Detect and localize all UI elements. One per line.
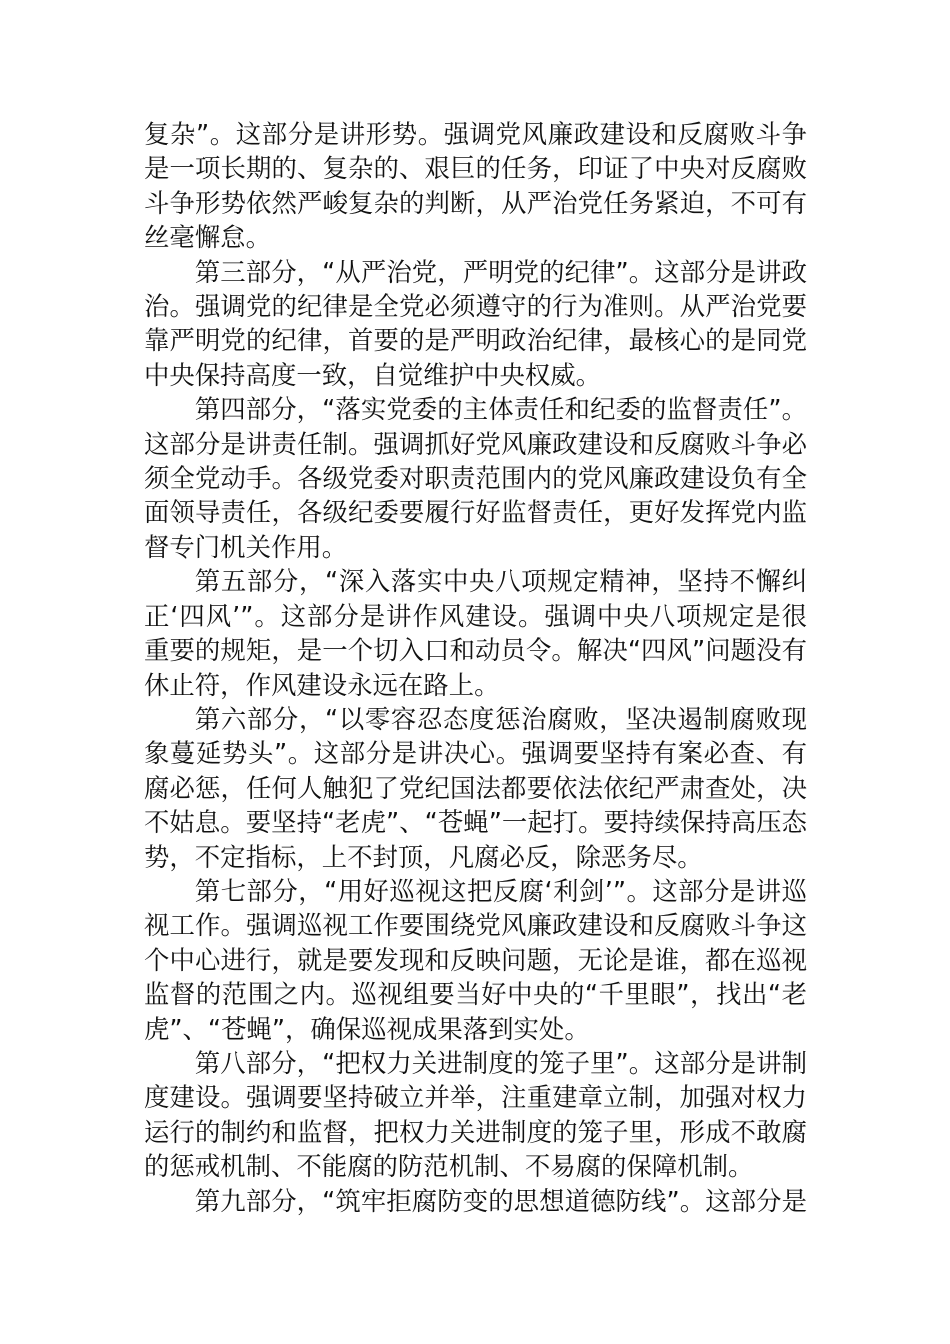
paragraph-part-five: 第五部分，“深入落实中央八项规定精神，坚持不懈纠正‘四风’”。这部分是讲作风建设。强调中央八项规定是很重要的规矩，是一个切入口和动员令。解决“四风”问题没有休止符，作风建设永远在路上。 [144, 566, 807, 700]
paragraph-part-four: 第四部分，“落实党委的主体责任和纪委的监督责任”。这部分是讲责任制。强调抓好党风廉政建设和反腐败斗争必须全党动手。各级党委对职责范围内的党风廉政建设负有全面领导责任，各级纪委要履行好监督责任，更好发挥党内监督专门机关作用。 [144, 394, 807, 562]
paragraph-part-three: 第三部分，“从严治党，严明党的纪律”。这部分是讲政治。强调党的纪律是全党必须遵守的行为准则。从严治党要靠严明党的纪律，首要的是严明政治纪律，最核心的是同党中央保持高度一致，自觉维护中央权威。 [144, 256, 807, 390]
paragraph-part-eight: 第八部分，“把权力关进制度的笼子里”。这部分是讲制度建设。强调要坚持破立并举，注重建章立制，加强对权力运行的制约和监督，把权力关进制度的笼子里，形成不敢腐的惩戒机制、不能腐的防范机制、不易腐的保障机制。 [144, 1047, 807, 1182]
document-body [144, 117, 807, 1218]
paragraph-part-six: 第六部分，“以零容忍态度惩治腐败，坚决遏制腐败现象蔓延势头”。这部分是讲决心。强调要坚持有案必查、有腐必惩，任何人触犯了党纪国法都要依法依纪严肃查处，决不姑息。要坚持“老虎”、“苍蝇”一起打。要持续保持高压态势，不定指标，上不封顶，凡腐必反，除恶务尽。 [144, 703, 807, 872]
paragraph-part-seven: 第七部分，“用好巡视这把反腐‘利剑’”。这部分是讲巡视工作。强调巡视工作要围绕党风廉政建设和反腐败斗争这个中心进行，就是要发现和反映问题，无论是谁，都在巡视监督的范围之内。巡视组要当好中央的“千里眼”，找出“老虎”、“苍蝇”，确保巡视成果落到实处。 [144, 875, 807, 1044]
paragraph-situation: 复杂”。这部分是讲形势。强调党风廉政建设和反腐败斗争是一项长期的、复杂的、艰巨的任务，印证了中央对反腐败斗争形势依然严峻复杂的判断，从严治党任务紧迫，不可有丝毫懈怠。 [144, 119, 807, 253]
paragraph-part-nine: 第九部分，“筑牢拒腐防变的思想道德防线”。这部分是 [194, 1185, 807, 1216]
